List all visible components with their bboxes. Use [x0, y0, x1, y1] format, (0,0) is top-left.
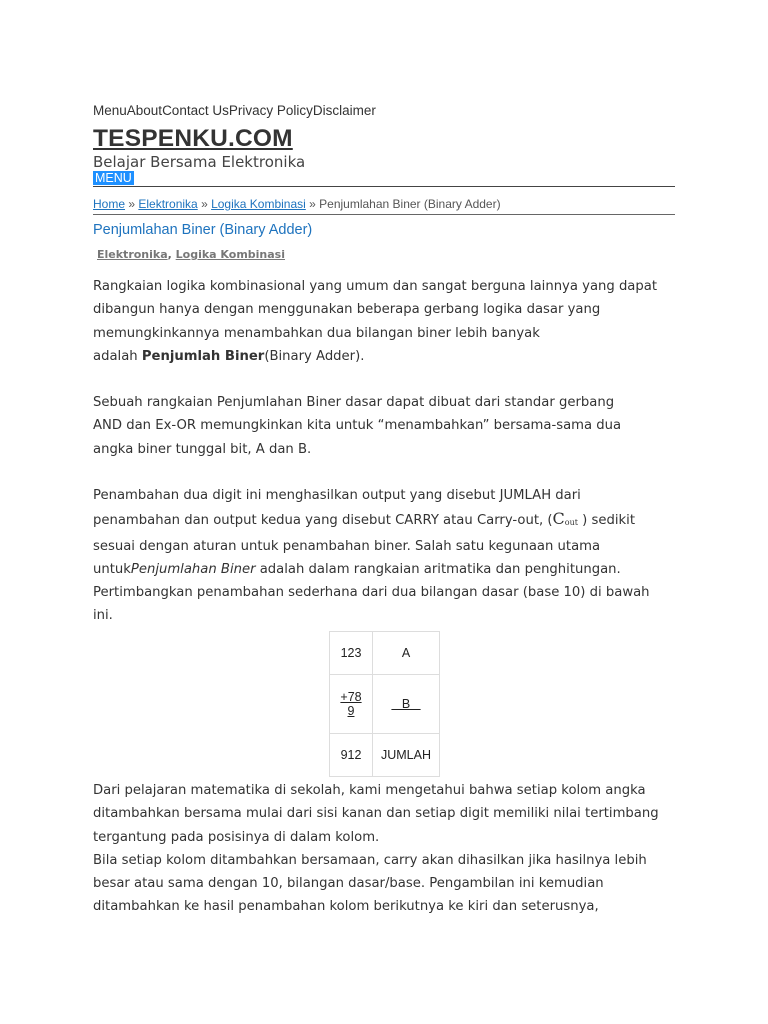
- category-link-logika-kombinasi[interactable]: Logika Kombinasi: [175, 248, 286, 261]
- carry-out-letter: C: [552, 509, 565, 529]
- addend-number-wrap: 9: [347, 704, 355, 718]
- text-line: tergantung pada posisinya di dalam kolom.: [93, 829, 380, 845]
- post-categories: [97, 248, 285, 261]
- text-line: Bila setiap kolom ditambahkan bersamaan, carry akan dihasilkan jika hasilnya lebih: [93, 852, 647, 868]
- addition-table: [329, 631, 440, 777]
- table-cell: 912: [330, 734, 373, 777]
- paragraph-3: [93, 484, 693, 628]
- addend-number: +78: [340, 690, 362, 704]
- text-line: Pertimbangkan penambahan sederhana dari dua bilangan dasar (base 10) di bawah: [93, 585, 650, 601]
- text-line: angka biner tunggal bit, A dan B.: [93, 441, 312, 457]
- text-line: [93, 507, 693, 534]
- table-cell: [373, 675, 440, 734]
- breadcrumb-separator: »: [125, 197, 139, 211]
- breadcrumb-home[interactable]: Home: [93, 197, 126, 211]
- menu-button[interactable]: MENU: [95, 171, 132, 185]
- text-segment: adalah dalam rangkaian aritmatika dan penghitungan.: [255, 561, 621, 577]
- text-line: dibangun hanya dengan menggunakan beberapa gerbang logika dasar yang: [93, 302, 601, 318]
- paragraph-2: [93, 391, 693, 461]
- post-title[interactable]: Penjumlahan Biner (Binary Adder): [93, 222, 313, 238]
- table-cell: A: [373, 632, 440, 675]
- top-navigation: [93, 103, 376, 118]
- text-line: AND dan Ex-OR memungkinkan kita untuk “menambahkan” bersama-sama dua: [93, 418, 622, 434]
- bold-term: Penjumlah Biner: [141, 348, 265, 364]
- text-line: ditambahkan ke hasil penambahan kolom berikutnya ke kiri dan seterusnya,: [93, 899, 599, 915]
- breadcrumb-current: Penjumlahan Biner (Binary Adder): [319, 197, 501, 211]
- text-line: memungkinkannya menambahkan dua bilangan biner lebih banyak: [93, 325, 540, 341]
- text-line: Sebuah rangkaian Penjumlahan Biner dasar dapat dibuat dari standar gerbang: [93, 395, 615, 410]
- text-segment: ) sedikit: [577, 513, 636, 529]
- breadcrumb-logika-kombinasi[interactable]: Logika Kombinasi: [211, 197, 306, 211]
- nav-about[interactable]: About: [126, 103, 163, 118]
- category-separator: ,: [167, 248, 176, 261]
- table-cell: JUMLAH: [373, 734, 440, 777]
- paragraph-4: [93, 779, 693, 919]
- text-line: Rangkaian logika kombinasional yang umum dan sangat berguna lainnya yang dapat: [93, 279, 658, 294]
- table-row: [330, 675, 440, 734]
- text-line: Dari pelajaran matematika di sekolah, kami mengetahui bahwa setiap kolom angka: [93, 783, 646, 798]
- text-segment: penambahan dan output kedua yang disebut CARRY atau Carry-out, (: [93, 513, 553, 529]
- breadcrumb-divider: [93, 214, 675, 215]
- text-line: sesuai dengan aturan untuk penambahan biner. Salah satu kegunaan utama: [93, 538, 601, 554]
- breadcrumb: [93, 197, 501, 211]
- table-cell: [330, 675, 373, 734]
- addend-label: B: [391, 697, 421, 711]
- nav-contact-us[interactable]: Contact Us: [162, 103, 229, 118]
- carry-out-subscript: out: [564, 518, 578, 528]
- site-title[interactable]: TESPENKU.COM: [93, 125, 293, 152]
- text-line: [93, 345, 693, 368]
- nav-disclaimer[interactable]: Disclaimer: [312, 103, 376, 118]
- text-line: besar atau sama dengan 10, bilangan dasar/base. Pengambilan ini kemudian: [93, 876, 604, 892]
- breadcrumb-separator: »: [197, 197, 212, 211]
- nav-menu[interactable]: Menu: [93, 103, 127, 118]
- italic-term: Penjumlahan Biner: [130, 561, 256, 577]
- table-cell: 123: [330, 632, 373, 675]
- breadcrumb-elektronika[interactable]: Elektronika: [138, 197, 198, 211]
- text-line: ditambahkan bersama mulai dari sisi kanan dan setiap digit memiliki nilai tertimbang: [93, 806, 659, 822]
- text-segment: untuk: [93, 561, 131, 577]
- table-row: [330, 632, 440, 675]
- category-link-elektronika[interactable]: Elektronika: [97, 248, 168, 261]
- text-line: [93, 558, 693, 581]
- text-line: ini.: [93, 608, 113, 624]
- site-tagline: Belajar Bersama Elektronika: [93, 153, 306, 171]
- table-row: [330, 734, 440, 777]
- nav-privacy-policy[interactable]: Privacy Policy: [228, 103, 313, 118]
- text-line: Penambahan dua digit ini menghasilkan output yang disebut JUMLAH dari: [93, 488, 581, 503]
- breadcrumb-separator: »: [305, 197, 320, 211]
- header-divider: [93, 186, 675, 187]
- carry-out-symbol: [553, 509, 578, 528]
- text-segment: (Binary Adder).: [264, 348, 365, 364]
- text-segment: adalah: [93, 348, 142, 364]
- paragraph-1: [93, 275, 693, 368]
